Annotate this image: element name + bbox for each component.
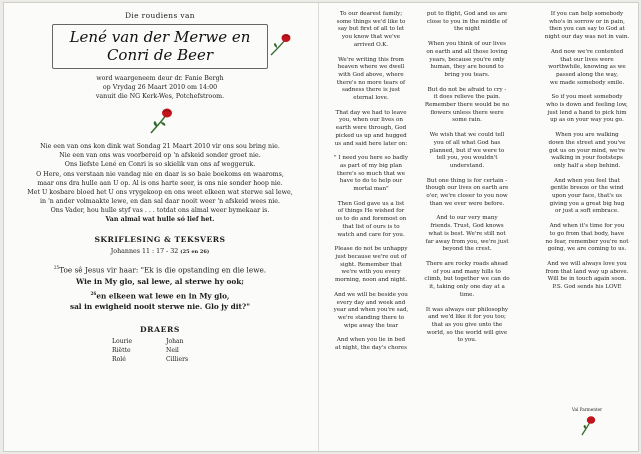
verse-number: 25 [53, 265, 60, 271]
poem-line: though our lives on earth are [425, 185, 509, 192]
poem-stanza [424, 307, 510, 346]
names-frame [52, 24, 268, 69]
poem-line: us and said here later on: [334, 140, 408, 147]
tribute-line: Ons liefste Lené en Conri is so skielik van ons af weggeruk. [64, 161, 256, 169]
poem-line: every day and week and [336, 299, 406, 306]
poem-line: who's in sorrow or in pain, [549, 18, 625, 25]
poem-line: to you. [457, 337, 477, 344]
poem-line: And we will be beside you [334, 291, 408, 298]
poem-line: who is down and feeling low, [546, 102, 628, 109]
poem-line: bring you tears. [444, 71, 490, 78]
reading-ref: Johannes 11 : 17 - 32 [110, 248, 179, 256]
poem-line: When you are walking [555, 132, 619, 139]
poem-line: arrived O.K. [353, 41, 389, 48]
poem-line: close to you in the middle of [426, 18, 508, 25]
tribute-line: O Here, ons verstaan nie vandag nie en daar is so baie boekoms en waaroms, [36, 170, 284, 178]
verse-line: $^{26}$en elkeen wat lewe en in My glo, [90, 290, 230, 300]
poem-line: of you and many hills to [433, 268, 501, 275]
poem-line: with God above, where [338, 71, 404, 78]
poem-line: watch and care for you. [337, 231, 405, 238]
poem-line: But do not be afraid to cry - [427, 86, 507, 93]
poem-line: upon your face, that's us [551, 193, 622, 200]
poem-line: have to do to help our [339, 178, 403, 185]
poem-stanza [328, 337, 414, 352]
memorial-program-left-page [10, 11, 310, 451]
poem-column-3 [540, 11, 634, 451]
poem-line: planned, but if we were to [429, 147, 505, 154]
poem-line: But one thing is for certain - [426, 177, 508, 184]
pallbearers-title: DRAERS [140, 324, 180, 334]
poem-line: say but first of all to let [337, 26, 405, 33]
poem-stanza [328, 292, 414, 331]
poem-column-2 [424, 11, 510, 451]
poem-line: up as on your way you go. [550, 117, 624, 124]
poem-line: Remember there would be no [424, 102, 510, 109]
tribute-signoff: Van almal wat hulle só lief het. [105, 216, 215, 224]
poem-line: put to flight, God and us are [426, 11, 508, 17]
poem-line: far away from you, we're just [425, 238, 509, 245]
poem-line: If you can help somebody [550, 11, 624, 17]
poem-line: you, when our lives on [339, 117, 403, 124]
poem-line: Please do not be unhappy [334, 246, 408, 253]
poem-line: sight. Remember that [340, 261, 402, 268]
poem-line: than we ever were before. [429, 200, 505, 207]
poem-column-1 [328, 11, 414, 451]
poem-line: we're standing there to [337, 314, 405, 321]
poem-line: the night [454, 26, 480, 33]
poem-line: tell you, you wouldn't [436, 155, 498, 162]
pallbearer-name: Johan [166, 337, 184, 345]
poem-line: understand. [449, 162, 485, 169]
tribute-line: Nie een van ons was voorbereid op 'n afskeid sonder groet nie. [59, 152, 261, 160]
poem-line: walking in your footsteps [551, 155, 623, 162]
poem-line: It was always our philosophy [425, 306, 509, 313]
poem-line: To our dearest family; [339, 11, 403, 17]
pallbearer-name: Rolé [112, 355, 126, 363]
poem-line: And when you feel that [554, 177, 620, 184]
pallbearer-name: Lourie [112, 337, 133, 345]
poem-line: it, taking only one day at a [429, 284, 505, 291]
poem-line: passed along the way, [555, 71, 619, 78]
poem-stanza [424, 215, 510, 254]
poem-line: just because we're out of [335, 253, 407, 260]
poem-line: morning, noon and night. [334, 277, 408, 284]
poem-line: Will be in touch again soon. [547, 276, 627, 283]
poem-signature-block [540, 407, 634, 437]
reading-reference [10, 247, 310, 257]
poem-stanza [424, 261, 510, 300]
poem-stanza [540, 49, 634, 88]
poem-line: what is best. We're still not [428, 230, 506, 237]
verse-line: sal in ewigheid nooit sterwe nie. Glo jy dit?" [69, 302, 251, 312]
poem-line: beyond the crest. [442, 246, 492, 253]
poem-line: " I need you here so badly [334, 155, 408, 162]
tribute-line: Nie een van ons kon dink wat Sondag 21 Maart 2010 vir ons sou bring nie. [40, 143, 280, 151]
page-fold [318, 3, 319, 453]
poem-line: flowers unless there were [430, 109, 504, 116]
tribute-line: Ons Vader, hou hulle styf vas . . . totdat ons almal weer bymekaar is. [50, 206, 270, 214]
verse-text [10, 262, 310, 312]
poem-line: or just a soft embrace. [555, 208, 619, 215]
poem-line: only half a step behind. [553, 162, 621, 169]
poem-line: picked us up and hugged [335, 132, 407, 139]
poem-line: you of all what God has [433, 139, 501, 146]
poem-line: at night, the day's chores [335, 345, 407, 352]
poem-line: as part of my big plan [339, 162, 403, 169]
poem-line: friends. Trust, God knows [430, 223, 504, 230]
tribute-line: Met U kosbare bloed het U ons vrygekoop en ons weet elkeen wat sterwe sal lewe, [27, 188, 293, 196]
poem-line: And when it's time for you [549, 223, 625, 230]
poem-stanza [540, 178, 634, 217]
poem-line: no fear, remember you're not [545, 238, 629, 245]
poem-stanza [328, 246, 414, 285]
pallbearer-name: Neil [166, 346, 179, 354]
poem-stanza [328, 57, 414, 103]
poem-stanza [424, 41, 510, 80]
poem-line: wipe away the tear [343, 322, 399, 329]
poem-stanza [328, 155, 414, 194]
poem-line: there's so much that we [336, 170, 406, 177]
poem-line: worthwhile, knowing as we [548, 64, 626, 71]
poem-line: then you can say to God at [549, 26, 625, 33]
poem-line: So if you meet somebody [551, 94, 623, 101]
pallbearer-name: Riëtte [112, 346, 131, 354]
poem-line: mortal man" [353, 186, 389, 193]
reading-ref-extra: (25 en 26) [180, 249, 210, 256]
poem-line: year and when you're sad, [333, 307, 409, 314]
memorial-program-sheet [3, 2, 639, 452]
tribute-line: maar ons dra hulle aan U op. Al is ons harte seer, is ons nie sonder hoop nie. [37, 179, 283, 187]
poem-line: you know that we've [341, 34, 401, 41]
poem-line: We wish that we could tell [429, 132, 505, 139]
poem-line: We're writing this from [338, 56, 404, 63]
poem-line: When you think of our lives [428, 41, 506, 48]
poem-stanza [328, 110, 414, 149]
poem-line: And now we're contented [550, 48, 624, 55]
poem-stanza [540, 132, 634, 171]
poem-line: we made somebody smile. [549, 79, 625, 86]
poem-line: us to do and foremost on [335, 216, 407, 223]
pallbearers-list [10, 337, 310, 364]
poem-line: giving you a great big hug [549, 200, 625, 207]
poem-line: it does relieve the pain. [433, 94, 501, 101]
poem-stanza [424, 178, 510, 209]
poem-line: P.S. God sends his LOVE [552, 284, 622, 291]
poem-line: o'er, we're closer to you now [426, 193, 508, 200]
poem-line: And when you lie in bed [336, 337, 406, 344]
service-line: word waargeneem deur dr. Fanie Bergh [96, 75, 224, 82]
rose-icon-bottom [575, 413, 599, 437]
poem-line: just lend a hand to pick him [547, 109, 627, 116]
poem-stanza [424, 87, 510, 126]
poem-line: There are rocky roads ahead [426, 260, 508, 267]
poem-stanza [540, 94, 634, 125]
poem-line: got us on your mind, we're [548, 147, 625, 154]
poem-line: gentle breeze or the wind [550, 185, 624, 192]
poem-line: night our day was not in vain. [544, 34, 630, 41]
poem-line: some rain. [452, 117, 482, 124]
poem-line: to go from that body, have [549, 230, 625, 237]
pallbearer-name: Cilliers [166, 355, 189, 363]
poem-author: Val Parmenter [571, 407, 603, 412]
rose-icon-right [267, 31, 293, 59]
poem-line: sadness there is just [341, 87, 401, 94]
poem-line: there's no more tears of [336, 79, 406, 86]
verse-line: $^{25}$Toe sê Jesus vir haar: "Ek is die opstanding en die lewe. [53, 265, 267, 275]
verse-line: Wie in My glo, sal lewe, al sterwe hy ook; [76, 277, 244, 287]
poem-line: earth were through, God [335, 125, 407, 132]
poem-line: time. [459, 291, 475, 298]
poem-stanza [424, 132, 510, 171]
poem-line: on earth and all those loving [426, 48, 508, 55]
tribute-paragraph [10, 142, 310, 224]
poem-line: some things we'd like to [336, 18, 406, 25]
poem-line: that as you give unto the [431, 321, 503, 328]
poem-line: And we will always love you [547, 260, 627, 267]
poem-line: that list of ours is to [342, 223, 400, 230]
poem-line: Then God gave us a list [337, 200, 405, 207]
verse-number: 26 [90, 290, 97, 296]
poem-line: world, so the world will give [426, 329, 508, 336]
poem-line: going, we are coming to us. [547, 246, 627, 253]
poem-line: and we'd like it for you too; [428, 314, 506, 321]
service-details [10, 74, 310, 101]
poem-line: that our lives were [560, 56, 614, 63]
poem-line: And to our very many [436, 215, 498, 222]
tribute-line: in 'n ander volmaakte lewe, en dan sal daar nooit weer 'n afskeid wees nie. [40, 197, 280, 205]
poem-line: from that land way up above. [545, 268, 629, 275]
poem-stanza [540, 223, 634, 254]
service-line: op Vrydag 26 Maart 2010 om 14:00 [102, 84, 218, 92]
poem-line: eternal love. [353, 95, 389, 102]
deceased-names: Lené van der Merwe en Conri de Beer [69, 28, 251, 64]
poem-line: climb, but together we can do [424, 276, 510, 283]
poem-line: heaven where we dwell [337, 64, 405, 71]
program-header: Die roudiens van [125, 11, 195, 20]
poem-line: years, because you're only [429, 56, 505, 63]
poem-line: That day we had to leave [335, 109, 407, 116]
poem-line: down the street and you've [548, 139, 626, 146]
poem-stanza [328, 11, 414, 50]
service-line: vanuit die NG Kerk-Wes, Potchefstroom. [95, 93, 225, 101]
poem-line: human, they are bound to [430, 64, 504, 71]
poem-stanza [540, 11, 634, 42]
reading-title: SKRIFLESING & TEKSVERS [94, 235, 226, 245]
poem-stanza [424, 11, 510, 34]
poem-line: we're with you every [341, 269, 401, 276]
poem-stanza [328, 201, 414, 240]
poem-stanza [540, 261, 634, 292]
rose-icon-center [145, 106, 175, 136]
poem-line: of things He wished for [337, 208, 405, 215]
